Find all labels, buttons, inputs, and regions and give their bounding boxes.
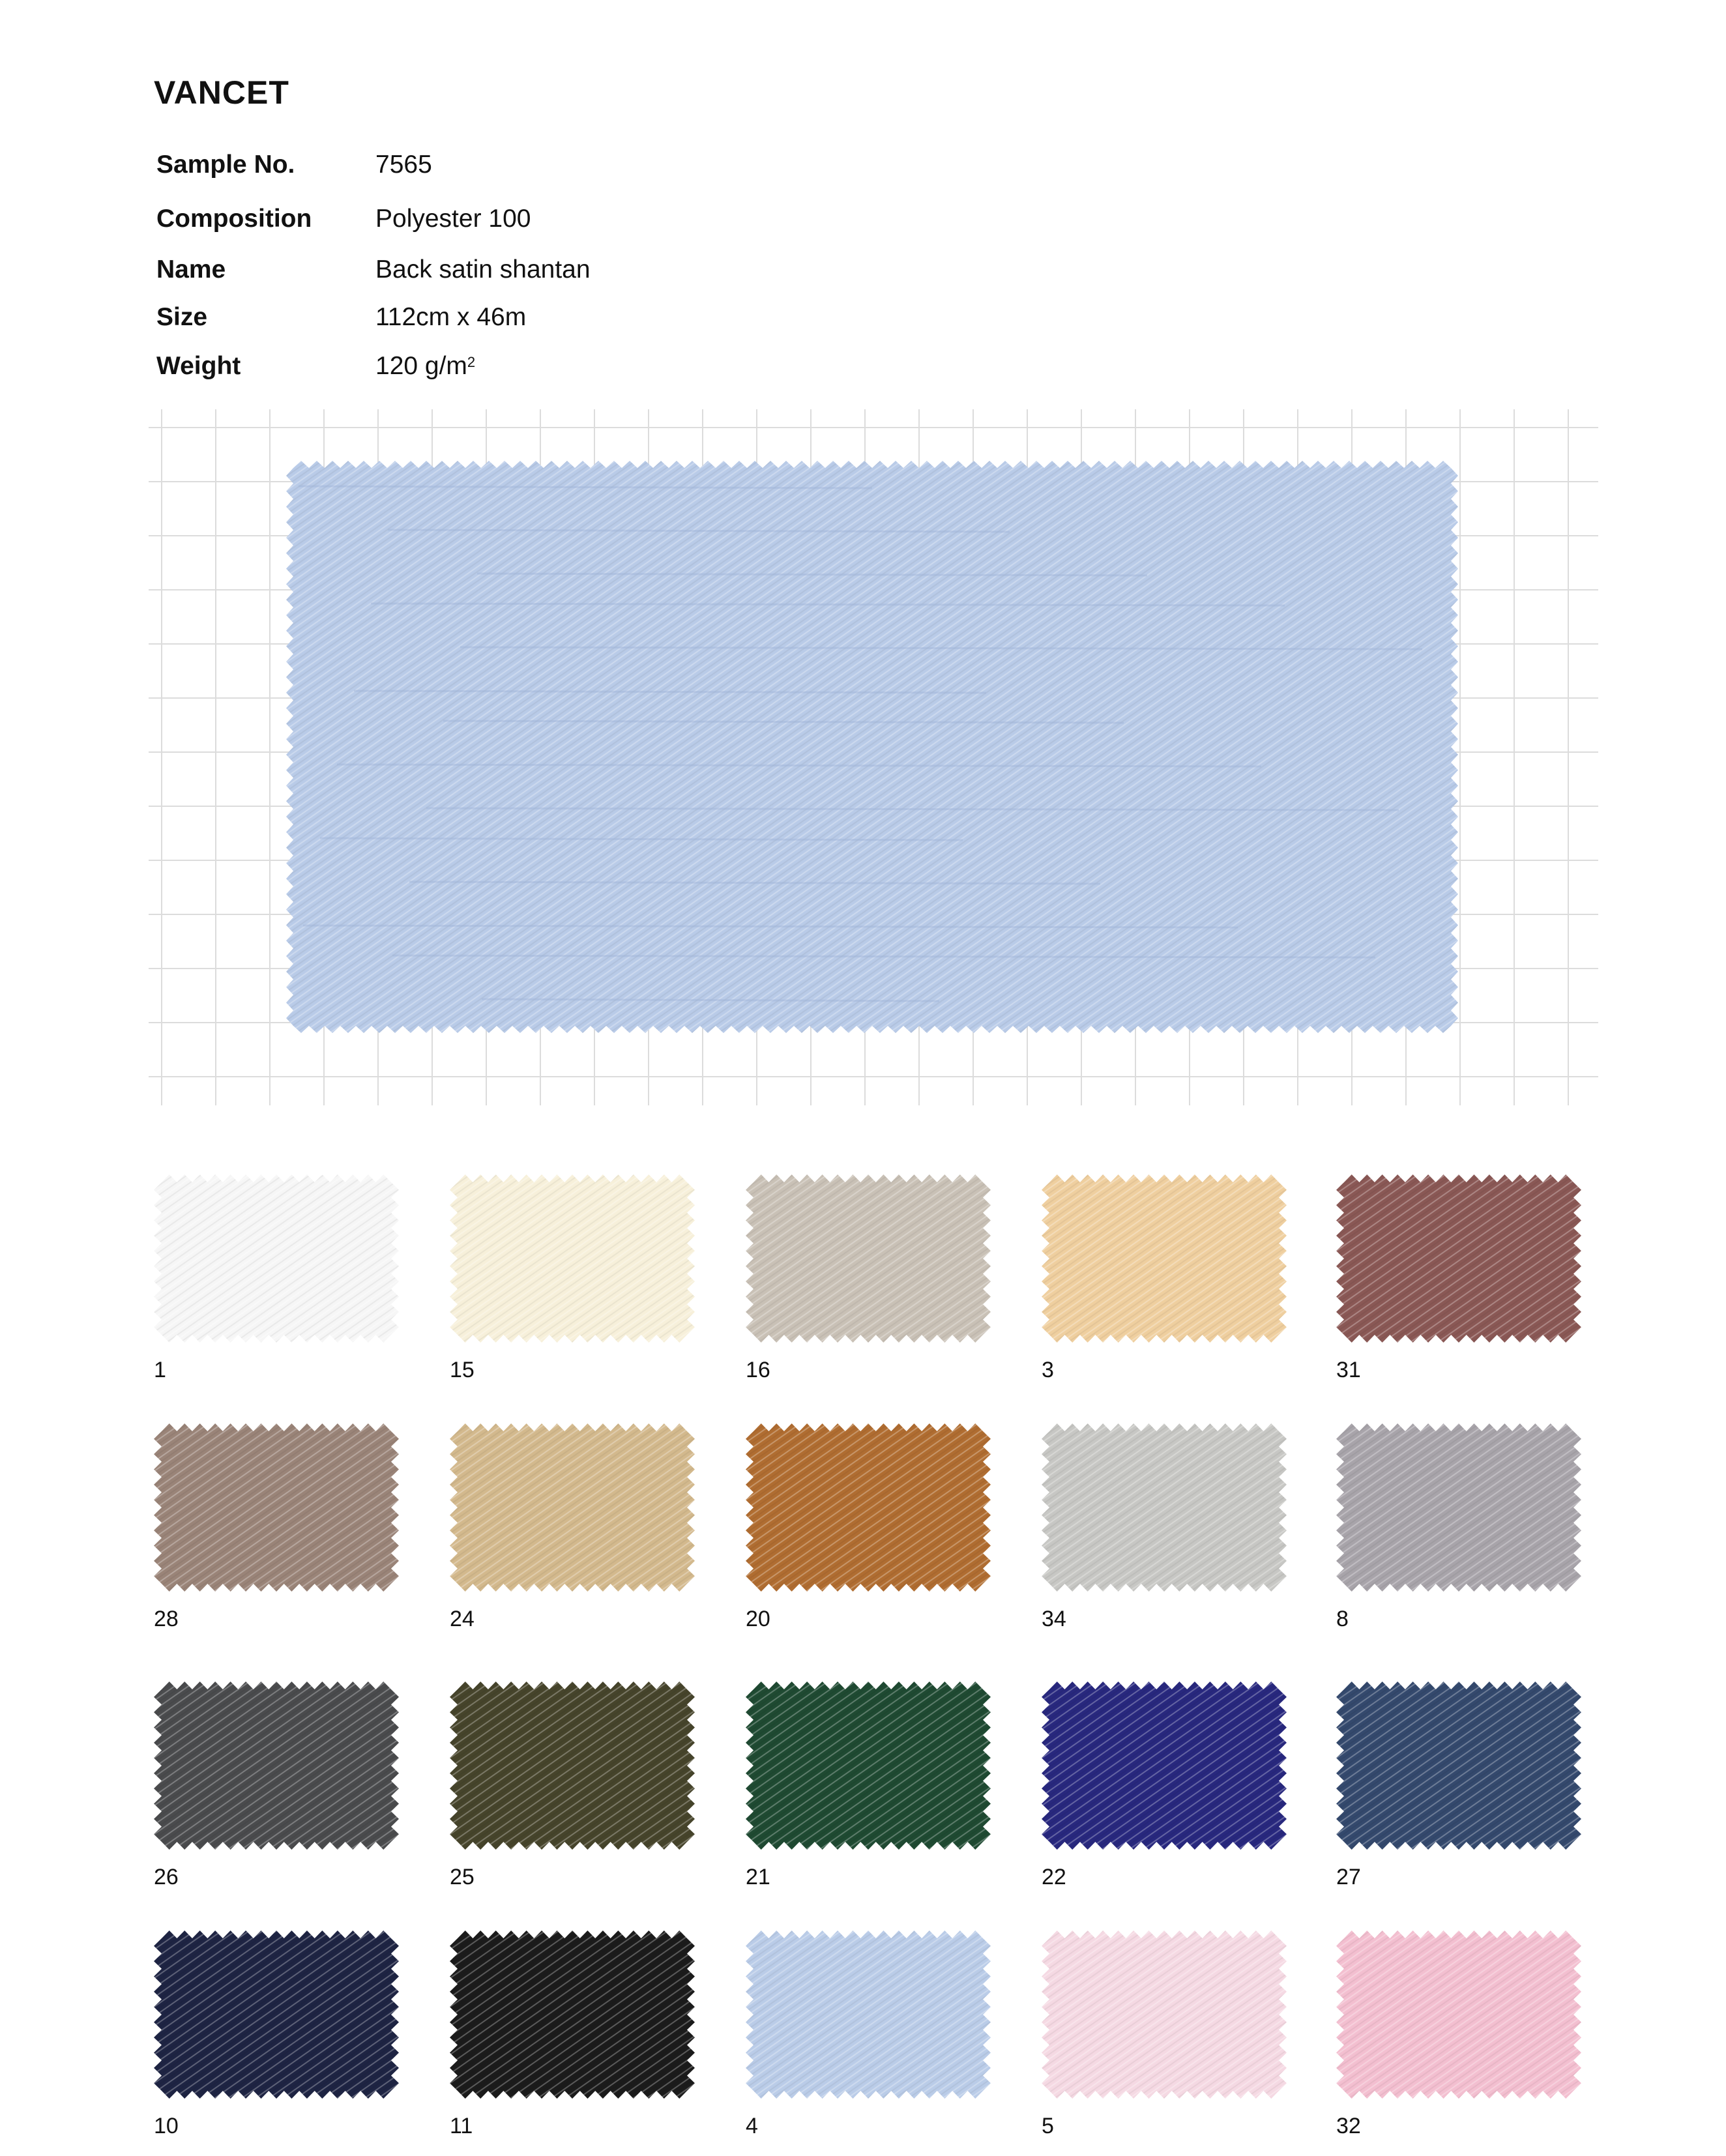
hero-fabric-svg <box>149 409 1598 1105</box>
swatch-svg <box>1040 1173 1288 1344</box>
color-swatch <box>1335 1422 1583 1593</box>
spec-row-name <box>156 250 939 289</box>
swatch-number: 25 <box>450 1865 475 1889</box>
swatch-number: 3 <box>1042 1358 1054 1382</box>
swatch-texture <box>450 1682 695 1850</box>
swatch-number: 32 <box>1336 2114 1361 2138</box>
color-swatch <box>1040 1929 1288 2100</box>
spec-row-weight <box>156 347 939 386</box>
swatch-svg <box>448 1680 696 1851</box>
color-swatch <box>1040 1173 1288 1344</box>
swatch-svg <box>1335 1680 1583 1851</box>
spec-label: Composition <box>156 205 312 233</box>
swatch-svg <box>1335 1929 1583 2100</box>
swatch-texture <box>154 1682 399 1850</box>
swatch-svg <box>1040 1680 1288 1851</box>
color-swatch <box>153 1422 400 1593</box>
spec-row-sample-no <box>156 145 939 184</box>
color-swatch <box>153 1680 400 1851</box>
swatch-texture <box>1042 1174 1287 1343</box>
spec-label: Name <box>156 255 226 284</box>
spec-label: Weight <box>156 352 241 380</box>
swatch-texture <box>746 1930 991 2099</box>
spec-value: 7565 <box>375 151 432 179</box>
swatch-number: 21 <box>746 1865 770 1889</box>
brand-title: VANCET <box>154 74 289 111</box>
swatch-svg <box>1335 1173 1583 1344</box>
color-swatch <box>1335 1680 1583 1851</box>
swatch-texture <box>1336 1423 1581 1592</box>
color-swatch <box>1335 1929 1583 2100</box>
swatch-texture <box>450 1423 695 1592</box>
color-swatch <box>1040 1422 1288 1593</box>
swatch-svg <box>153 1173 400 1344</box>
swatch-svg <box>448 1422 696 1593</box>
swatch-svg <box>153 1680 400 1851</box>
swatch-number: 31 <box>1336 1358 1361 1382</box>
swatch-number: 11 <box>450 2114 473 2138</box>
swatch-texture <box>1042 1930 1287 2099</box>
color-swatch <box>153 1173 400 1344</box>
swatch-number: 8 <box>1336 1607 1349 1631</box>
spec-value: 112cm x 46m <box>375 303 527 331</box>
swatch-texture <box>746 1423 991 1592</box>
spec-label: Sample No. <box>156 151 295 179</box>
swatch-texture <box>154 1930 399 2099</box>
swatch-texture <box>1336 1930 1581 2099</box>
swatch-svg <box>744 1422 992 1593</box>
swatch-svg <box>153 1422 400 1593</box>
spec-value <box>375 347 475 386</box>
hero-fabric-image <box>149 409 1598 1105</box>
swatch-svg <box>448 1929 696 2100</box>
swatch-svg <box>744 1173 992 1344</box>
swatch-texture <box>450 1930 695 2099</box>
swatch-texture <box>154 1423 399 1592</box>
color-swatch <box>153 1929 400 2100</box>
color-swatch <box>744 1173 992 1344</box>
spec-row-composition <box>156 199 939 239</box>
swatch-number: 5 <box>1042 2114 1054 2138</box>
swatch-number: 4 <box>746 2114 758 2138</box>
swatch-svg <box>1040 1929 1288 2100</box>
color-swatch <box>744 1929 992 2100</box>
swatch-svg <box>744 1680 992 1851</box>
swatch-number: 10 <box>154 2114 179 2138</box>
swatch-number: 1 <box>154 1358 166 1382</box>
swatch-svg <box>1040 1422 1288 1593</box>
swatch-number: 26 <box>154 1865 179 1889</box>
weight-value: 120 g/m <box>375 352 467 380</box>
swatch-texture <box>1336 1174 1581 1343</box>
color-swatch <box>744 1422 992 1593</box>
spec-value: Polyester 100 <box>375 205 531 233</box>
swatch-number: 22 <box>1042 1865 1066 1889</box>
swatch-number: 16 <box>746 1358 770 1382</box>
swatch-texture <box>746 1682 991 1850</box>
swatch-svg <box>153 1929 400 2100</box>
swatch-texture <box>1042 1682 1287 1850</box>
swatch-svg <box>744 1929 992 2100</box>
weight-unit-superscript: 2 <box>467 354 476 370</box>
color-swatch <box>1335 1173 1583 1344</box>
color-swatch <box>1040 1680 1288 1851</box>
spec-row-size <box>156 298 939 337</box>
swatch-texture <box>1336 1682 1581 1850</box>
hero-fabric-texture <box>286 461 1458 1033</box>
swatch-texture <box>450 1174 695 1343</box>
swatch-number: 27 <box>1336 1865 1361 1889</box>
swatch-number: 28 <box>154 1607 179 1631</box>
swatch-texture <box>746 1174 991 1343</box>
swatch-texture <box>154 1174 399 1343</box>
color-swatch <box>448 1680 696 1851</box>
swatch-number: 20 <box>746 1607 770 1631</box>
spec-value: Back satin shantan <box>375 255 591 284</box>
swatch-number: 15 <box>450 1358 475 1382</box>
swatch-number: 34 <box>1042 1607 1066 1631</box>
color-swatch <box>448 1173 696 1344</box>
swatch-number: 24 <box>450 1607 475 1631</box>
color-swatch <box>448 1422 696 1593</box>
color-swatch <box>744 1680 992 1851</box>
swatch-svg <box>448 1173 696 1344</box>
spec-label: Size <box>156 303 208 331</box>
color-swatch <box>448 1929 696 2100</box>
swatch-svg <box>1335 1422 1583 1593</box>
swatch-texture <box>1042 1423 1287 1592</box>
